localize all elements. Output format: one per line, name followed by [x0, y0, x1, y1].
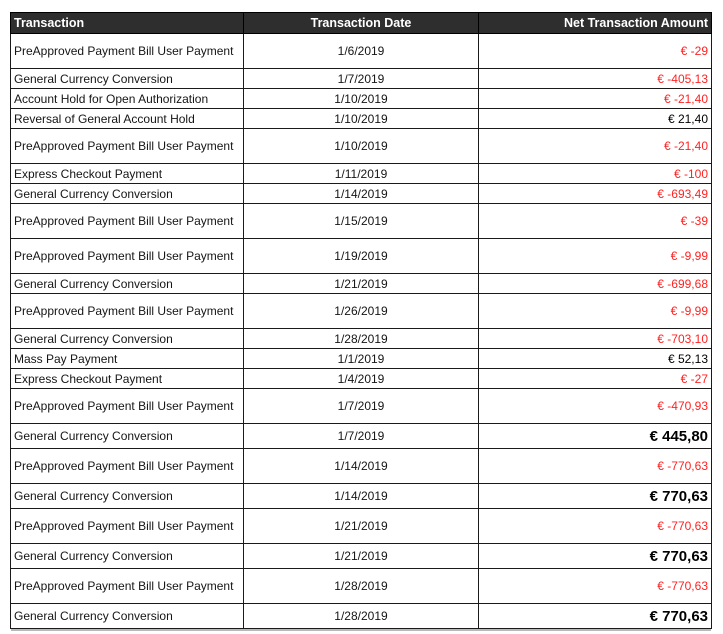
- table-row: [11, 349, 712, 369]
- net-amount-cell: € -770,63: [479, 509, 712, 544]
- transaction-type-cell: General Currency Conversion: [11, 69, 244, 89]
- table-row: [11, 509, 712, 544]
- net-amount-cell: € -693,49: [479, 184, 712, 204]
- column-header-net-transaction-amount: Net Transaction Amount: [479, 13, 712, 34]
- table-row: [11, 449, 712, 484]
- header-row: [11, 13, 712, 34]
- table-row: [11, 89, 712, 109]
- table-row: [11, 129, 712, 164]
- column-header-transaction-date: Transaction Date: [244, 13, 479, 34]
- net-amount-cell: € -770,63: [479, 449, 712, 484]
- net-amount-cell: € 445,80: [479, 424, 712, 449]
- table-row: [11, 69, 712, 89]
- table-row: [11, 239, 712, 274]
- transaction-type-cell: PreApproved Payment Bill User Payment: [11, 569, 244, 604]
- transaction-type-cell: Reversal of General Account Hold: [11, 109, 244, 129]
- net-amount-cell: € -470,93: [479, 389, 712, 424]
- net-amount-cell: € -9,99: [479, 239, 712, 274]
- transaction-date-cell: 1/15/2019: [244, 204, 479, 239]
- transaction-date-cell: 1/7/2019: [244, 69, 479, 89]
- net-amount-cell: € -21,40: [479, 89, 712, 109]
- transaction-date-cell: 1/28/2019: [244, 329, 479, 349]
- transaction-date-cell: 1/21/2019: [244, 544, 479, 569]
- table-row: [11, 544, 712, 569]
- transaction-date-cell: 1/4/2019: [244, 369, 479, 389]
- transaction-type-cell: Mass Pay Payment: [11, 349, 244, 369]
- transaction-type-cell: General Currency Conversion: [11, 544, 244, 569]
- table-row: [11, 424, 712, 449]
- transaction-date-cell: 1/14/2019: [244, 184, 479, 204]
- net-amount-cell: € -9,99: [479, 294, 712, 329]
- transaction-date-cell: 1/11/2019: [244, 164, 479, 184]
- table-row: [11, 164, 712, 184]
- transaction-type-cell: PreApproved Payment Bill User Payment: [11, 294, 244, 329]
- transaction-type-cell: General Currency Conversion: [11, 329, 244, 349]
- transaction-type-cell: PreApproved Payment Bill User Payment: [11, 239, 244, 274]
- transaction-type-cell: General Currency Conversion: [11, 424, 244, 449]
- table-row: [11, 569, 712, 604]
- transaction-date-cell: 1/6/2019: [244, 34, 479, 69]
- transaction-type-cell: Account Hold for Open Authorization: [11, 89, 244, 109]
- transactions-table: [10, 12, 712, 629]
- transaction-type-cell: Express Checkout Payment: [11, 164, 244, 184]
- table-row: [11, 34, 712, 69]
- table-header: [11, 13, 712, 34]
- transaction-type-cell: PreApproved Payment Bill User Payment: [11, 204, 244, 239]
- transaction-date-cell: 1/21/2019: [244, 274, 479, 294]
- net-amount-cell: € -27: [479, 369, 712, 389]
- net-amount-cell: € -100: [479, 164, 712, 184]
- transaction-type-cell: General Currency Conversion: [11, 604, 244, 629]
- transaction-type-cell: PreApproved Payment Bill User Payment: [11, 34, 244, 69]
- net-amount-cell: € 770,63: [479, 604, 712, 629]
- transaction-date-cell: 1/1/2019: [244, 349, 479, 369]
- transaction-date-cell: 1/14/2019: [244, 484, 479, 509]
- transaction-type-cell: PreApproved Payment Bill User Payment: [11, 509, 244, 544]
- table-row: [11, 204, 712, 239]
- transaction-date-cell: 1/10/2019: [244, 129, 479, 164]
- transaction-date-cell: 1/7/2019: [244, 424, 479, 449]
- transaction-type-cell: General Currency Conversion: [11, 184, 244, 204]
- net-amount-cell: € -21,40: [479, 129, 712, 164]
- transaction-date-cell: 1/26/2019: [244, 294, 479, 329]
- table-row: [11, 274, 712, 294]
- column-header-transaction: Transaction: [11, 13, 244, 34]
- table-row: [11, 389, 712, 424]
- transaction-date-cell: 1/10/2019: [244, 109, 479, 129]
- net-amount-cell: € 770,63: [479, 484, 712, 509]
- transaction-type-cell: Express Checkout Payment: [11, 369, 244, 389]
- table-row: [11, 604, 712, 629]
- transaction-date-cell: 1/10/2019: [244, 89, 479, 109]
- net-amount-cell: € -699,68: [479, 274, 712, 294]
- transaction-date-cell: 1/19/2019: [244, 239, 479, 274]
- table-row: [11, 184, 712, 204]
- net-amount-cell: € -29: [479, 34, 712, 69]
- net-amount-cell: € -405,13: [479, 69, 712, 89]
- net-amount-cell: € -39: [479, 204, 712, 239]
- net-amount-cell: € -770,63: [479, 569, 712, 604]
- transaction-date-cell: 1/21/2019: [244, 509, 479, 544]
- net-amount-cell: € 52,13: [479, 349, 712, 369]
- table-row: [11, 329, 712, 349]
- table-body: [11, 34, 712, 629]
- transaction-type-cell: PreApproved Payment Bill User Payment: [11, 129, 244, 164]
- table-row: [11, 109, 712, 129]
- transaction-type-cell: PreApproved Payment Bill User Payment: [11, 449, 244, 484]
- net-amount-cell: € -703,10: [479, 329, 712, 349]
- net-amount-cell: € 21,40: [479, 109, 712, 129]
- table-row: [11, 484, 712, 509]
- table-row: [11, 294, 712, 329]
- transaction-type-cell: General Currency Conversion: [11, 274, 244, 294]
- transaction-type-cell: PreApproved Payment Bill User Payment: [11, 389, 244, 424]
- net-amount-cell: € 770,63: [479, 544, 712, 569]
- transaction-type-cell: General Currency Conversion: [11, 484, 244, 509]
- transaction-date-cell: 1/14/2019: [244, 449, 479, 484]
- table-row: [11, 369, 712, 389]
- transaction-date-cell: 1/7/2019: [244, 389, 479, 424]
- transaction-date-cell: 1/28/2019: [244, 569, 479, 604]
- transaction-date-cell: 1/28/2019: [244, 604, 479, 629]
